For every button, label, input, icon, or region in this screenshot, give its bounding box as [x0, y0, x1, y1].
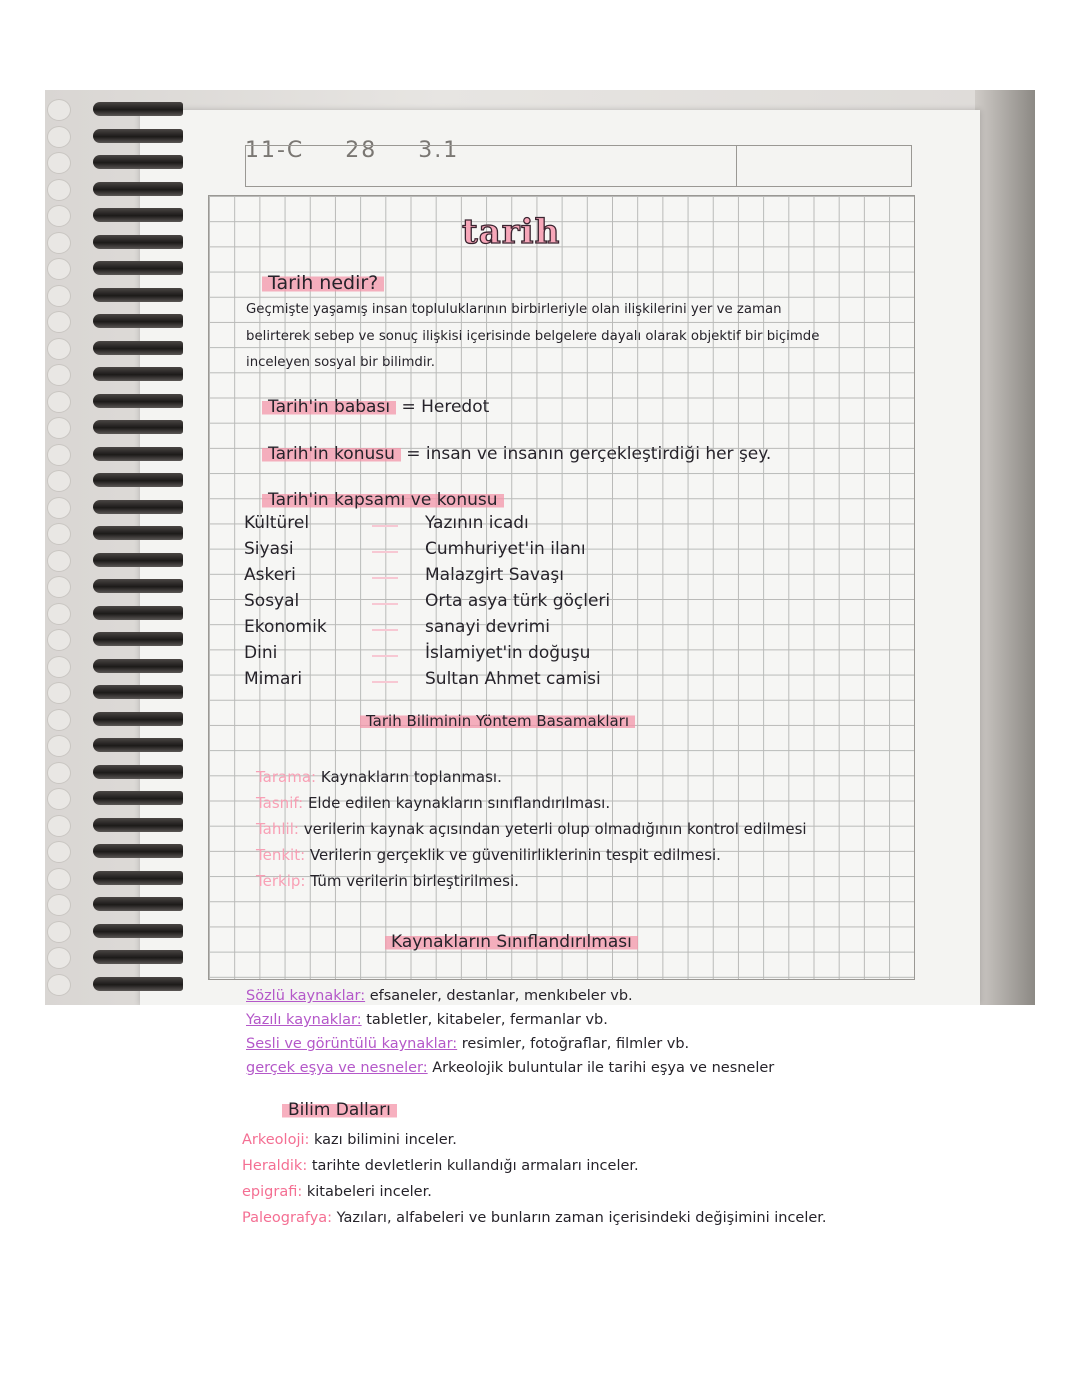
branch-item [242, 1184, 432, 1200]
binding-hole [47, 285, 71, 307]
binding-hole [47, 152, 71, 174]
arrow-icon [372, 603, 398, 605]
spiral-ring [93, 765, 183, 779]
method-step [256, 794, 610, 812]
binding-hole [47, 974, 71, 996]
source-item [246, 988, 633, 1004]
binding-hole [47, 550, 71, 572]
binding-hole [47, 841, 71, 863]
spiral-ring [93, 579, 183, 593]
binding-hole [47, 311, 71, 333]
scope-field: Ekonomik [244, 617, 327, 637]
spiral-ring [93, 712, 183, 726]
branch-desc: kazı bilimini inceler. [314, 1132, 457, 1148]
source-item [246, 1060, 774, 1076]
branch-term: Heraldik: [242, 1158, 308, 1174]
scope-field: Askeri [244, 565, 296, 585]
spiral-ring [93, 182, 183, 196]
binding-hole [47, 391, 71, 413]
scope-example: Sultan Ahmet camisi [425, 669, 601, 689]
spiral-ring [93, 261, 183, 275]
branch-item [242, 1158, 639, 1174]
scope-field: Kültürel [244, 513, 310, 533]
definition-line: inceleyen sosyal bir bilimdir. [246, 355, 436, 370]
binding-hole [47, 99, 71, 121]
binding-hole [47, 709, 71, 731]
binding-hole [47, 682, 71, 704]
arrow-icon [372, 525, 398, 527]
source-term: Sesli ve görüntülü kaynaklar: [246, 1036, 458, 1052]
method-step [256, 820, 807, 838]
binding-hole [47, 735, 71, 757]
scope-field: Siyasi [244, 539, 294, 559]
scope-example: Malazgirt Savaşı [425, 565, 564, 585]
subject-label: Tarih'in konusu [262, 444, 401, 464]
spiral-ring [93, 500, 183, 514]
binding-hole [47, 258, 71, 280]
spiral-ring [93, 818, 183, 832]
definition-line: Geçmişte yaşamış insan topluluklarının birbirleriyle olan ilişkilerini yer ve zaman [246, 302, 782, 317]
method-term: Terkip: [256, 872, 306, 890]
binding-hole [47, 497, 71, 519]
spiral-ring [93, 394, 183, 408]
scope-example: İslamiyet'in doğuşu [425, 643, 591, 663]
spiral-ring [93, 897, 183, 911]
binding-hole [47, 603, 71, 625]
binding-hole [47, 523, 71, 545]
method-desc: verilerin kaynak açısından yeterli olup olmadığının kontrol edilmesi [303, 820, 807, 838]
subject-value: = insan ve insanın gerçekleştirdiği her şey. [406, 444, 772, 464]
sources-heading: Kaynakların Sınıflandırılması [385, 932, 638, 952]
definition-question: Tarih nedir? [262, 272, 384, 294]
binding-hole [47, 364, 71, 386]
binding-hole [47, 921, 71, 943]
binding-hole [47, 762, 71, 784]
scope-example: sanayi devrimi [425, 617, 550, 637]
spiral-ring [93, 235, 183, 249]
binding-hole [47, 629, 71, 651]
method-step [256, 768, 502, 786]
spiral-ring [93, 950, 183, 964]
branch-item [242, 1210, 827, 1226]
spiral-ring [93, 155, 183, 169]
branch-desc: tarihte devletlerin kullandığı armaları inceler. [311, 1158, 639, 1174]
binding-hole [47, 894, 71, 916]
spiral-ring [93, 791, 183, 805]
binding-hole [47, 444, 71, 466]
source-desc: resimler, fotoğraflar, filmler vb. [461, 1036, 690, 1052]
binding-hole [47, 868, 71, 890]
branch-item [242, 1132, 457, 1148]
scope-example: Yazının icadı [425, 513, 529, 533]
source-item [246, 1036, 689, 1052]
binding-hole [47, 947, 71, 969]
spiral-ring [93, 129, 183, 143]
binding-hole [47, 126, 71, 148]
arrow-icon [372, 551, 398, 553]
binding-hole [47, 470, 71, 492]
spiral-binding [45, 90, 185, 1005]
binding-hole [47, 656, 71, 678]
scope-example: Orta asya türk göçleri [425, 591, 611, 611]
header-box [245, 145, 912, 187]
method-term: Tenkit: [256, 846, 306, 864]
method-heading: Tarih Biliminin Yöntem Basamakları [360, 712, 635, 730]
branch-desc: kitabeleri inceler. [306, 1184, 432, 1200]
method-desc: Verilerin gerçeklik ve güvenilirliklerinin tespit edilmesi. [309, 846, 721, 864]
page-title: tarih [462, 212, 561, 252]
method-term: Tasnif: [256, 794, 304, 812]
binding-hole [47, 338, 71, 360]
arrow-icon [372, 655, 398, 657]
subject-row [262, 444, 771, 464]
method-step [256, 872, 519, 890]
spiral-ring [93, 871, 183, 885]
binding-hole [47, 788, 71, 810]
method-desc: Elde edilen kaynakların sınıflandırılması. [307, 794, 611, 812]
source-item [246, 1012, 608, 1028]
spiral-ring [93, 341, 183, 355]
father-value: = Heredot [401, 397, 490, 417]
branch-term: epigrafi: [242, 1184, 303, 1200]
binding-hole [47, 205, 71, 227]
binding-hole [47, 179, 71, 201]
scope-heading: Tarih'in kapsamı ve konusu [262, 490, 504, 510]
method-term: Tahlil: [256, 820, 299, 838]
source-term: Yazılı kaynaklar: [246, 1012, 362, 1028]
spiral-ring [93, 288, 183, 302]
spiral-ring [93, 632, 183, 646]
method-term: Tarama: [256, 768, 317, 786]
header-number: 28 [345, 138, 378, 163]
spiral-ring [93, 473, 183, 487]
spiral-ring [93, 447, 183, 461]
method-desc: Tüm verilerin birleştirilmesi. [310, 872, 519, 890]
spiral-ring [93, 553, 183, 567]
arrow-icon [372, 577, 398, 579]
branch-term: Paleografya: [242, 1210, 333, 1226]
spiral-ring [93, 420, 183, 434]
definition-line: belirterek sebep ve sonuç ilişkisi içerisinde belgelere dayalı olarak objektif bir biçimde [246, 329, 820, 344]
spiral-ring [93, 102, 183, 116]
desk-shadow [975, 90, 1035, 1005]
binding-hole [47, 815, 71, 837]
source-desc: efsaneler, destanlar, menkıbeler vb. [369, 988, 633, 1004]
father-label: Tarih'in babası [262, 397, 396, 417]
source-term: gerçek eşya ve nesneler: [246, 1060, 428, 1076]
branch-term: Arkeoloji: [242, 1132, 310, 1148]
arrow-icon [372, 629, 398, 631]
source-desc: Arkeolojik buluntular ile tarihi eşya ve nesneler [432, 1060, 775, 1076]
method-desc: Kaynakların toplanması. [320, 768, 502, 786]
spiral-ring [93, 659, 183, 673]
father-row [262, 397, 489, 417]
spiral-ring [93, 208, 183, 222]
source-desc: tabletler, kitabeler, fermanlar vb. [366, 1012, 608, 1028]
spiral-ring [93, 314, 183, 328]
spiral-ring [93, 367, 183, 381]
method-step [256, 846, 721, 864]
spiral-ring [93, 738, 183, 752]
scope-field: Sosyal [244, 591, 300, 611]
spiral-ring [93, 606, 183, 620]
spiral-ring [93, 685, 183, 699]
scope-field: Dini [244, 643, 278, 663]
arrow-icon [372, 681, 398, 683]
binding-hole [47, 576, 71, 598]
spiral-ring [93, 526, 183, 540]
spiral-ring [93, 924, 183, 938]
scope-example: Cumhuriyet'in ilanı [425, 539, 586, 559]
branch-desc: Yazıları, alfabeleri ve bunların zaman içerisindeki değişimini inceler. [336, 1210, 827, 1226]
header-class: 11-C [245, 138, 305, 163]
header-section: 3.1 [418, 138, 460, 163]
scope-field: Mimari [244, 669, 303, 689]
source-term: Sözlü kaynaklar: [246, 988, 366, 1004]
binding-hole [47, 417, 71, 439]
binding-hole [47, 232, 71, 254]
spiral-ring [93, 977, 183, 991]
branches-heading: Bilim Dalları [282, 1100, 397, 1120]
spiral-ring [93, 844, 183, 858]
